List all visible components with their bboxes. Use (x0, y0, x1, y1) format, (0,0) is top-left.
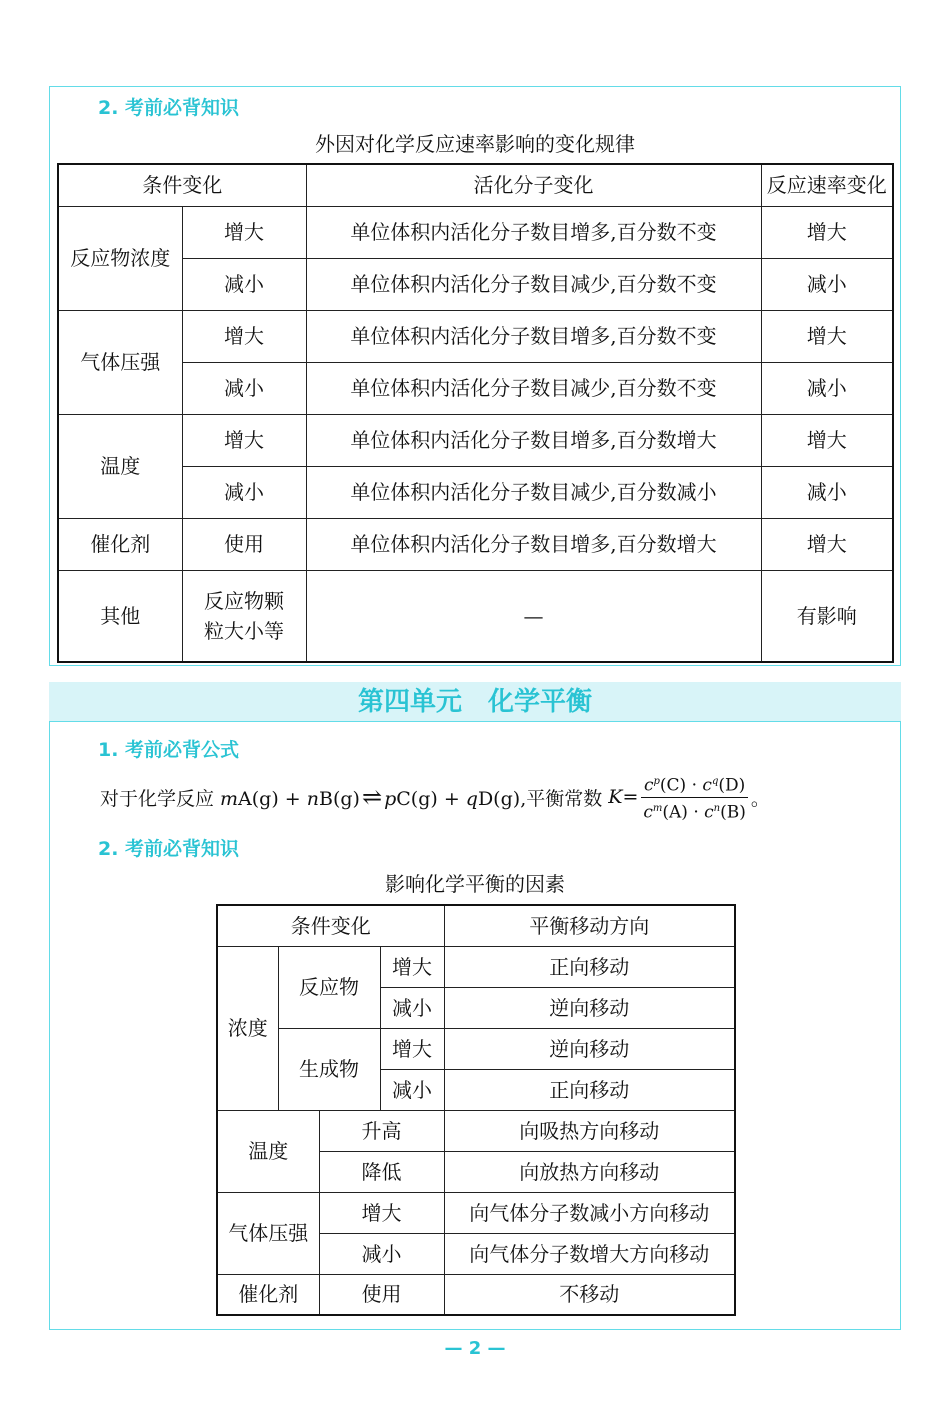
table-header-row (217, 905, 735, 946)
header-condition: 条件变化 (58, 164, 306, 206)
constant-k: K (608, 786, 623, 808)
formula-prefix: 对于化学反应 (100, 787, 215, 810)
change-line-1: 反应物颗 (204, 588, 284, 613)
rate-cell: 增大 (761, 518, 893, 570)
change-cell: 升高 (319, 1110, 444, 1151)
concentration-cell: 浓度 (217, 946, 278, 1110)
table-row (58, 570, 893, 662)
molecules-cell: 单位体积内活化分子数目增多,百分数增大 (306, 518, 761, 570)
direction-cell: 正向移动 (444, 946, 735, 987)
coef-p: p (384, 788, 397, 810)
change-cell: 减小 (380, 987, 444, 1028)
equilibrium-arrow: ⇌ (361, 783, 383, 811)
molecules-cell: 单位体积内活化分子数目增多,百分数不变 (306, 206, 761, 258)
coef-n: n (306, 788, 320, 810)
coef-q: q (465, 788, 478, 810)
table-row (217, 1110, 735, 1151)
table-row (58, 310, 893, 362)
species-d: D(g) (477, 788, 521, 810)
table-row (58, 206, 893, 258)
change-cell: 增大 (182, 206, 306, 258)
table-row (58, 362, 893, 414)
condition-cell: 其他 (58, 570, 182, 662)
rate-cell: 减小 (761, 466, 893, 518)
molecules-cell: 单位体积内活化分子数目减少,百分数减小 (306, 466, 761, 518)
product-cell: 生成物 (278, 1028, 380, 1110)
k-denominator (640, 798, 749, 824)
change-cell: 增大 (380, 1028, 444, 1069)
formula-reaction (220, 783, 520, 811)
change-cell: 减小 (182, 466, 306, 518)
rate-cell: 减小 (761, 258, 893, 310)
change-cell (182, 570, 306, 662)
condition-cell: 温度 (58, 414, 182, 518)
change-cell: 增大 (380, 946, 444, 987)
table-row (217, 946, 735, 987)
rate-cell: 减小 (761, 362, 893, 414)
rate-cell: 增大 (761, 414, 893, 466)
page-number: — 2 — (444, 1338, 506, 1359)
table-row (217, 1192, 735, 1233)
header-direction: 平衡移动方向 (444, 905, 735, 946)
table-header-row (58, 164, 893, 206)
formula-heading: 1. 考前必背公式 (98, 739, 240, 761)
coef-m: m (220, 788, 239, 810)
change-cell: 减小 (182, 258, 306, 310)
direction-cell: 向放热方向移动 (444, 1151, 735, 1192)
knowledge-heading: 2. 考前必背知识 (98, 97, 240, 119)
direction-cell: 向气体分子数减小方向移动 (444, 1192, 735, 1233)
num-q: q (711, 775, 719, 787)
condition-cell: 反应物浓度 (58, 206, 182, 310)
reactant-cell: 反应物 (278, 946, 380, 1028)
den-c1: c (643, 802, 653, 823)
num-species-d: (D) (718, 775, 746, 796)
molecules-cell: 单位体积内活化分子数目减少,百分数不变 (306, 258, 761, 310)
direction-cell: 逆向移动 (444, 987, 735, 1028)
header-condition: 条件变化 (217, 905, 444, 946)
table-row (217, 1028, 735, 1069)
rate-cell: 增大 (761, 310, 893, 362)
direction-cell: 不移动 (444, 1274, 735, 1315)
molecules-cell: 单位体积内活化分子数目增多,百分数增大 (306, 414, 761, 466)
direction-cell: 向气体分子数增大方向移动 (444, 1233, 735, 1274)
rate-cell: 有影响 (761, 570, 893, 662)
num-p: p (653, 775, 660, 787)
temperature-cell: 温度 (217, 1110, 319, 1192)
species-b: B(g) (319, 788, 360, 810)
den-species-b: (B) (720, 802, 746, 823)
den-m: m (652, 802, 663, 814)
num-c1: c (643, 775, 654, 796)
den-n: n (713, 802, 721, 814)
change-cell: 增大 (319, 1192, 444, 1233)
change-cell: 增大 (182, 310, 306, 362)
k-fraction (640, 771, 749, 823)
formula-end: 。 (750, 787, 770, 810)
molecules-cell: 单位体积内活化分子数目增多,百分数不变 (306, 310, 761, 362)
table-row (58, 414, 893, 466)
molecules-cell: 单位体积内活化分子数目减少,百分数不变 (306, 362, 761, 414)
direction-cell: 逆向移动 (444, 1028, 735, 1069)
change-cell: 使用 (182, 518, 306, 570)
table-caption-2: 影响化学平衡的因素 (385, 872, 565, 896)
rate-cell: 增大 (761, 206, 893, 258)
rate-factors-table (57, 163, 894, 663)
species-a: A(g) + (238, 788, 307, 810)
change-cell: 减小 (319, 1233, 444, 1274)
header-rate: 反应速率变化 (761, 164, 893, 206)
direction-cell: 向吸热方向移动 (444, 1110, 735, 1151)
k-numerator (641, 771, 748, 798)
pressure-cell: 气体压强 (217, 1192, 319, 1274)
equals-sign: = (622, 786, 639, 808)
den-species-a: (A) · (662, 802, 705, 823)
table-row (58, 518, 893, 570)
table-row (58, 258, 893, 310)
num-c2: c (702, 775, 712, 796)
equilibrium-factors-table (216, 904, 736, 1316)
table-row (217, 1274, 735, 1315)
direction-cell: 正向移动 (444, 1069, 735, 1110)
change-cell: 减小 (380, 1069, 444, 1110)
molecules-cell: — (306, 570, 761, 662)
change-cell: 降低 (319, 1151, 444, 1192)
species-c: C(g) + (396, 788, 466, 810)
num-species-c: (C) · (659, 775, 703, 796)
change-cell: 使用 (319, 1274, 444, 1315)
change-line-2: 粒大小等 (204, 618, 284, 643)
knowledge-heading-2: 2. 考前必背知识 (98, 838, 240, 860)
condition-cell: 气体压强 (58, 310, 182, 414)
change-cell: 增大 (182, 414, 306, 466)
unit-title: 第四单元 化学平衡 (49, 682, 901, 722)
header-molecules: 活化分子变化 (306, 164, 761, 206)
table-caption: 外因对化学反应速率影响的变化规律 (315, 132, 635, 156)
change-cell: 减小 (182, 362, 306, 414)
den-c2: c (704, 802, 714, 823)
condition-cell: 催化剂 (58, 518, 182, 570)
catalyst-cell: 催化剂 (217, 1274, 319, 1315)
table-row (58, 466, 893, 518)
formula-mid: ,平衡常数 (520, 787, 603, 810)
equilibrium-formula (100, 772, 770, 822)
